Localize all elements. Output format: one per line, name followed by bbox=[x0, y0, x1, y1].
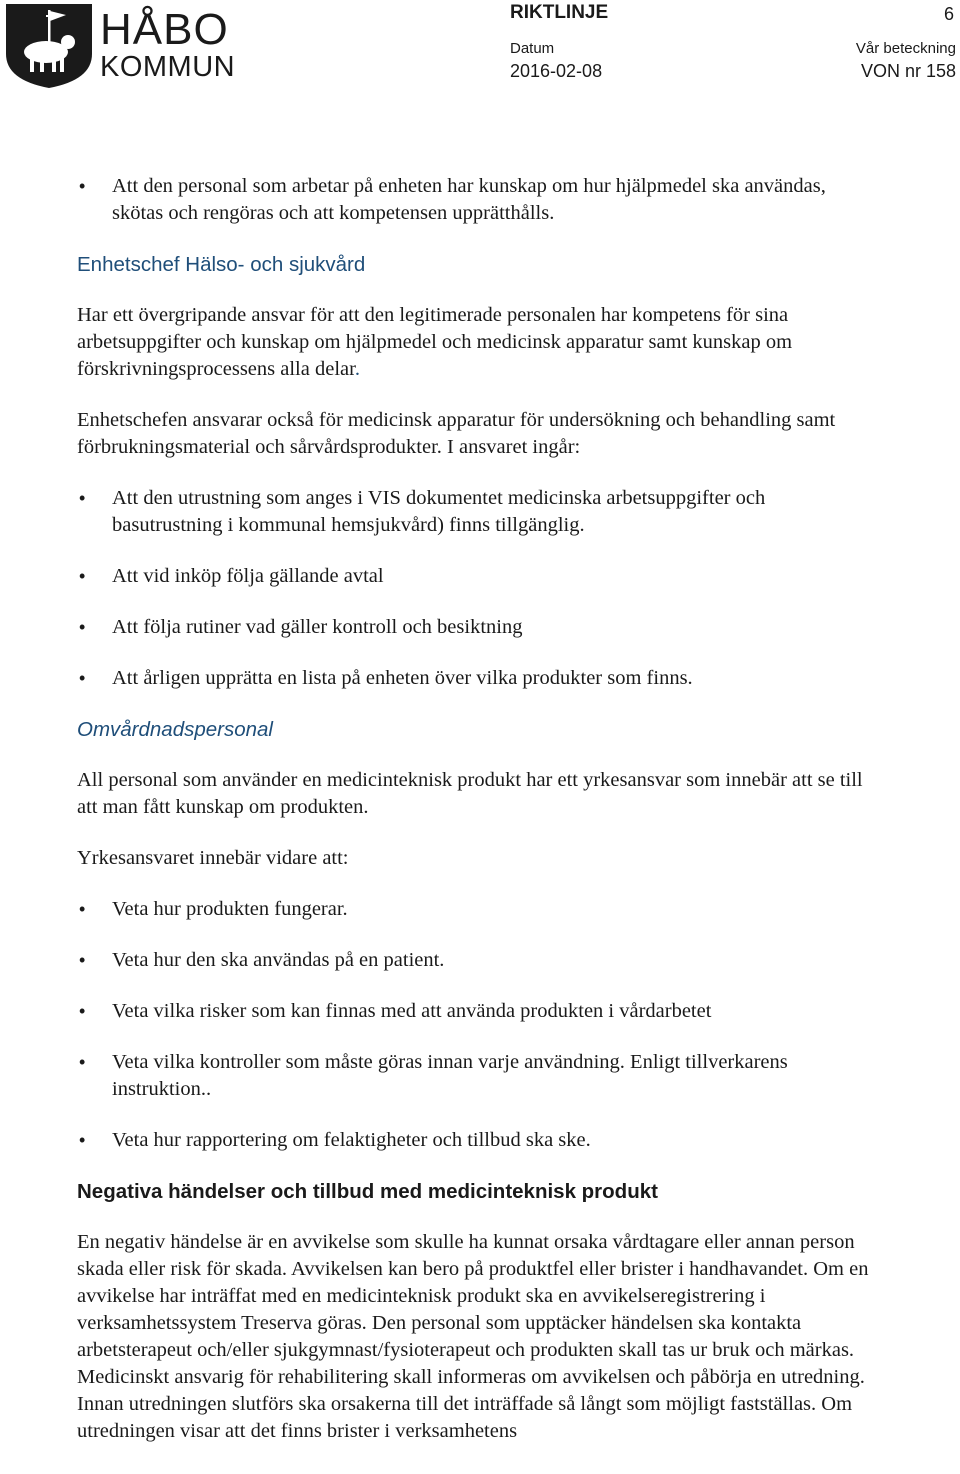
bullet-list-top bbox=[77, 173, 877, 227]
logo-subtitle: KOMMUN bbox=[100, 51, 236, 83]
document-body bbox=[77, 173, 877, 1445]
date-label: Datum bbox=[510, 40, 555, 57]
list-item: • Att följa rutiner vad gäller kontroll och besiktning bbox=[77, 614, 877, 641]
paragraph bbox=[77, 302, 877, 383]
paragraph: All personal som använder en medicinteknisk produkt har ett yrkesansvar som innebär att se till att man fått kunskap om produkten. bbox=[77, 769, 863, 818]
paragraph: En negativ händelse är en avvikelse som skulle ha kunnat orsaka vårdtagare eller annan person skada eller risk för skada. Avvikelsen kan bero på produktfel eller brister i handhavandet. Om en avvikelse har inträffat med en medicinteknisk produkt ska en avvikelseregistrering i verksamhetssystem Treserva göras. Den personal som upptäcker händelsen ska kontakta arbetsterapeut och/eller sjukgymnast/fysioterapeut och produkten skall tas ur bruk och märkas. Medicinskt ansvarig för rehabilitering skall informeras om avvikelsen och påbörja en utredning. Innan utredningen slutförs ska orsakerna till det inträffade så långt som möjligt fastställas. Om utredningen visar att det finns brister i verksamhetens bbox=[77, 1231, 869, 1442]
reference-value: VON nr 158 bbox=[860, 61, 956, 81]
list-item: • Att den utrustning som anges i VIS dokumentet medicinska arbetsuppgifter och basutrustning i kommunal hemsjukvård) finns tillgänglig. bbox=[77, 485, 877, 539]
list-item: • Att årligen upprätta en lista på enheten över vilka produkter som finns. bbox=[77, 665, 877, 692]
habo-kommun-logo bbox=[4, 2, 234, 90]
section-heading-care-staff: Omvårdnadspersonal bbox=[77, 718, 273, 741]
list-item: • Veta hur den ska användas på en patient. bbox=[77, 947, 877, 974]
coat-of-arms-icon bbox=[4, 2, 94, 90]
bullet-list-chief bbox=[77, 485, 877, 692]
paragraph-end: . bbox=[354, 358, 360, 380]
paragraph: Enhetschefen ansvarar också för medicinsk apparatur för undersökning och behandling samt förbrukningsmaterial och sårvårdsprodukter. I ansvaret ingår: bbox=[77, 409, 836, 458]
document-type: RIKTLINJE bbox=[510, 2, 609, 23]
section-heading-unit-chief: Enhetschef Hälso- och sjukvård bbox=[77, 253, 366, 276]
list-item: • Att vid inköp följa gällande avtal bbox=[77, 563, 877, 590]
reference-label: Vår beteckning bbox=[855, 40, 956, 57]
date-value: 2016-02-08 bbox=[510, 61, 603, 81]
paragraph: Yrkesansvaret innebär vidare att: bbox=[77, 847, 349, 869]
list-item: • Veta hur produkten fungerar. bbox=[77, 896, 877, 923]
list-item: • Veta vilka kontroller som måste göras innan varje användning. Enligt tillverkarens instruktion.. bbox=[77, 1049, 877, 1103]
bullet-list-staff bbox=[77, 896, 877, 1154]
page-number: 6 bbox=[943, 4, 954, 24]
reference-block bbox=[856, 40, 956, 84]
section-heading-incidents: Negativa händelser och tillbud med medicinteknisk produkt bbox=[77, 1180, 658, 1203]
logo-name: HÅBO bbox=[100, 5, 229, 54]
list-item: • Veta vilka risker som kan finnas med att använda produkten i vårdarbetet bbox=[77, 998, 877, 1025]
list-item: • Veta hur rapportering om felaktigheter och tillbud ska ske. bbox=[77, 1127, 877, 1154]
paragraph-text: Har ett övergripande ansvar för att den legitimerade personalen har kompetens för sina arbetsuppgifter och kunskap om hjälpmedel och medicinsk apparatur samt kunskap om förskrivningsprocessens alla delar bbox=[77, 304, 793, 380]
list-item: • Att den personal som arbetar på enheten har kunskap om hur hjälpmedel ska användas, skötas och rengöras och att kompetensen upprätthålls. bbox=[77, 173, 877, 227]
date-block bbox=[510, 40, 602, 84]
